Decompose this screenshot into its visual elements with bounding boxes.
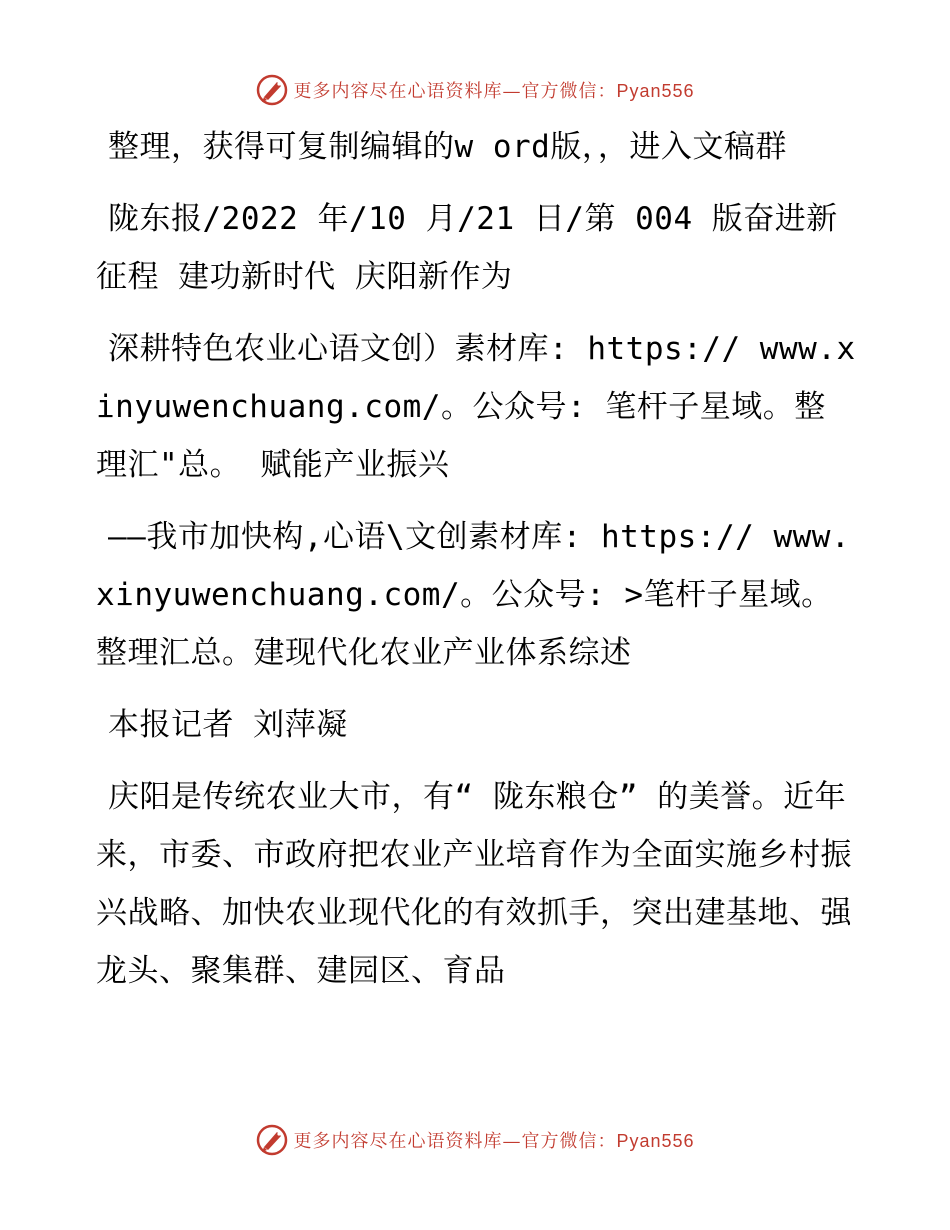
banner-separator: —: [502, 1131, 522, 1152]
document-body: [96, 118, 856, 1014]
footer-banner: [0, 1120, 950, 1160]
paragraph-body: 庆阳是传统农业大市，有“ 陇东粮仓” 的美誉。近年来，市委、市政府把农业产业培育作为全面实施乡村振兴战略、加快农业现代化的有效抓手，突出建基地、强龙头、聚集群、建园区、育品: [96, 779, 852, 989]
paragraph-headline-2: ——我市加快构,心语\文创素材库: https:// www.xinyuwenchuang.com/。公众号: >笔杆子星域。整理汇总。建现代化农业产业体系综述: [96, 519, 851, 671]
paragraph-intro: 整理，获得可复制编辑的w ord版，，进入文稿群: [108, 129, 787, 165]
paragraph-source: 陇东报/2022 年/10 月/21 日/第 004 版奋进新征程 建功新时代 庆阳新作为: [96, 201, 838, 295]
header-banner: [0, 70, 950, 110]
pen-logo-icon: [255, 73, 289, 107]
banner-site-text: 更多内容尽在心语资料库: [293, 81, 503, 102]
banner-wechat-id: Pyan556: [616, 1131, 695, 1151]
banner-wechat-label: 官方微信：: [521, 81, 617, 102]
banner-text: [293, 77, 694, 103]
banner-wechat-id: Pyan556: [616, 81, 695, 101]
paragraph-headline-1: 深耕特色农业心语文创）素材库: https:// www.xinyuwenchuang.com/。公众号: 笔杆子星域。整理汇"总。 赋能产业振兴: [96, 331, 856, 483]
banner-site-text: 更多内容尽在心语资料库: [293, 1131, 503, 1152]
paragraph-byline: 本报记者 刘萍凝: [108, 707, 348, 743]
banner-separator: —: [502, 81, 522, 102]
banner-wechat-label: 官方微信：: [521, 1131, 617, 1152]
banner-text: [293, 1127, 694, 1153]
pen-logo-icon: [255, 1123, 289, 1157]
